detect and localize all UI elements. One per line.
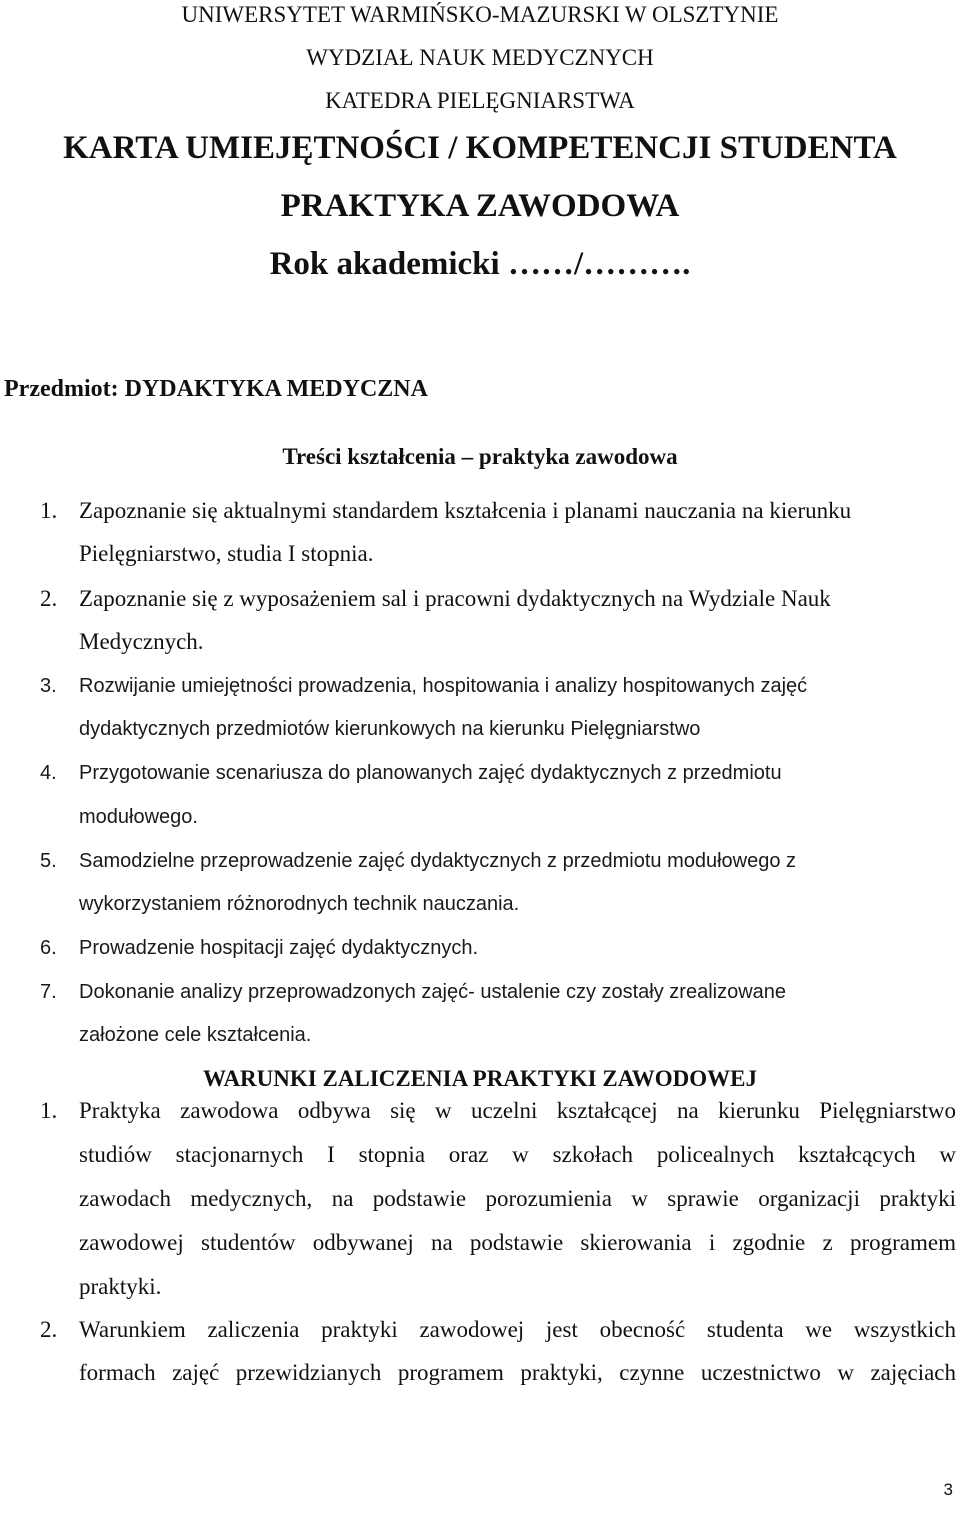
page-number: 3 — [943, 1480, 953, 1499]
item-line: zawodach medycznych, na podstawie porozumienia w sprawie organizacji praktyki — [79, 1186, 956, 1211]
university-name: UNIWERSYTET WARMIŃSKO-MAZURSKI W OLSZTYNIE — [181, 2, 779, 27]
item-line: założone cele kształcenia. — [79, 1024, 312, 1046]
item-line: praktyki. — [79, 1274, 162, 1299]
item-line: modułowego. — [79, 806, 198, 828]
item-number: 3. — [40, 675, 57, 697]
item-line: Dokonanie analizy przeprowadzonych zajęć- ustalenie czy zostały zrealizowane — [79, 981, 787, 1003]
item-line: wykorzystaniem różnorodnych technik nauczania. — [79, 893, 520, 915]
item-line: studiów stacjonarnych I stopnia oraz w szkołach policealnych kształcących w — [79, 1142, 956, 1167]
item-number: 1. — [40, 1098, 58, 1123]
item-number: 7. — [40, 981, 57, 1003]
item-line: zawodowej studentów odbywanej na podstawie skierowania i zgodnie z programem — [79, 1230, 956, 1255]
conditions-heading: WARUNKI ZALICZENIA PRAKTYKI ZAWODOWEJ — [203, 1066, 757, 1091]
item-line: Rozwijanie umiejętności prowadzenia, hospitowania i analizy hospitowanych zajęć — [79, 675, 808, 697]
item-number: 4. — [40, 762, 57, 784]
item-line: Przygotowanie scenariusza do planowanych zajęć dydaktycznych z przedmiotu — [79, 762, 782, 784]
item-number: 2. — [40, 1317, 58, 1342]
item-line: formach zajęć przewidzianych programem praktyki, czynne uczestnictwo w zajęciach — [79, 1360, 956, 1385]
practice-title: PRAKTYKA ZAWODOWA — [280, 188, 680, 224]
item-number: 5. — [40, 850, 57, 872]
item-line: Warunkiem zaliczenia praktyki zawodowej jest obecność studenta we wszystkich — [79, 1317, 956, 1342]
item-number: 2. — [40, 586, 58, 611]
item-line: Praktyka zawodowa odbywa się w uczelni kształcącej na kierunku Pielęgniarstwo — [79, 1098, 956, 1123]
department-name: KATEDRA PIELĘGNIARSTWA — [325, 88, 635, 113]
card-title: KARTA UMIEJĘTNOŚCI / KOMPETENCJI STUDENTA — [63, 130, 897, 166]
academic-year: Rok akademicki ……/………. — [269, 246, 691, 282]
faculty-name: WYDZIAŁ NAUK MEDYCZNYCH — [306, 45, 654, 70]
item-line: Samodzielne przeprowadzenie zajęć dydaktycznych z przedmiotu modułowego z — [79, 850, 797, 872]
content-heading: Treści kształcenia – praktyka zawodowa — [282, 444, 678, 469]
item-line: Zapoznanie się aktualnymi standardem kształcenia i planami nauczania na kierunku — [79, 498, 852, 523]
item-number: 6. — [40, 937, 57, 959]
item-line: Pielęgniarstwo, studia I stopnia. — [79, 541, 374, 566]
item-line: Medycznych. — [79, 629, 204, 654]
item-line: Zapoznanie się z wyposażeniem sal i pracowni dydaktycznych na Wydziale Nauk — [79, 586, 831, 611]
item-line: Prowadzenie hospitacji zajęć dydaktycznych. — [79, 937, 479, 959]
subject-line: Przedmiot: DYDAKTYKA MEDYCZNA — [4, 376, 428, 402]
item-line: dydaktycznych przedmiotów kierunkowych na kierunku Pielęgniarstwo — [79, 718, 701, 740]
item-number: 1. — [40, 498, 58, 523]
